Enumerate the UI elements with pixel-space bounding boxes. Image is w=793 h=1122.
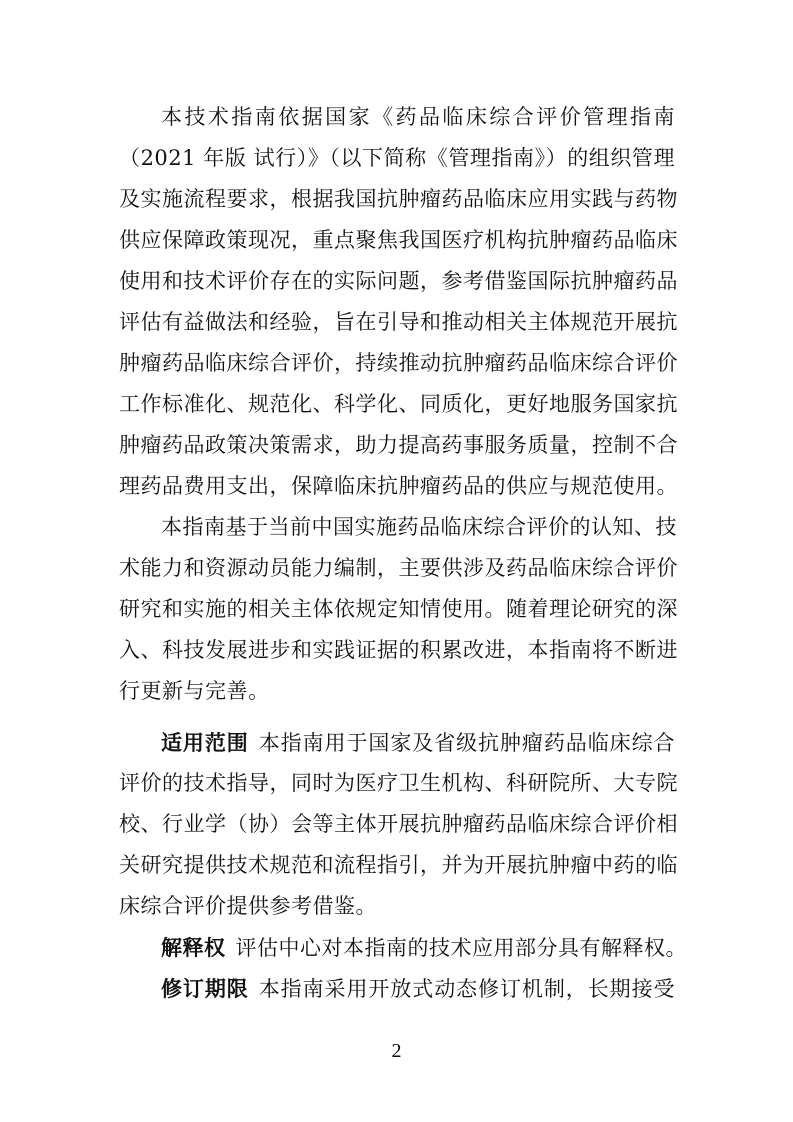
paragraph-basis <box>119 507 678 712</box>
text-line <box>119 968 675 1009</box>
text-line: 入、科技发展进步和实践证据的积累改进，本指南将不断进 <box>119 638 678 662</box>
text-line: 工作标准化、规范化、科学化、同质化，更好地服务国家抗 <box>119 392 678 416</box>
document-page <box>119 97 687 1009</box>
paragraph-intro <box>119 97 678 507</box>
page-number: 2 <box>391 1040 402 1062</box>
text-line: 本技术指南依据国家《药品临床综合评价管理指南 <box>161 105 675 129</box>
text-line: 校、行业学（协）会等主体开展抗肿瘤药品临床综合评价相 <box>119 812 678 836</box>
text-line: 及实施流程要求，根据我国抗肿瘤药品临床应用实践与药物 <box>119 187 678 211</box>
text-line: 行更新与完善。 <box>119 679 270 703</box>
text-line <box>119 722 675 763</box>
section-heading-scope: 适用范围 <box>161 730 249 755</box>
section-heading-interpretation: 解释权 <box>161 935 226 960</box>
text-line: 供应保障政策现况，重点聚焦我国医疗机构抗肿瘤药品临床 <box>119 228 678 252</box>
text-line: （2021 年版 试行）》（以下简称《管理指南》）的组织管理 <box>119 146 675 170</box>
text-line: 理药品费用支出，保障临床抗肿瘤药品的供应与规范使用。 <box>119 474 678 498</box>
text-line: 评价的技术指导，同时为医疗卫生机构、科研院所、大专院 <box>119 771 678 795</box>
paragraph-interpretation <box>119 927 687 968</box>
text-line: 肿瘤药品政策决策需求，助力提高药事服务质量，控制不合 <box>119 433 678 457</box>
section-heading-revision: 修订期限 <box>161 976 249 1001</box>
text-line: 术能力和资源动员能力编制，主要供涉及药品临床综合评价 <box>119 556 678 580</box>
text-line: 研究和实施的相关主体依规定知情使用。随着理论研究的深 <box>119 597 678 621</box>
text-line <box>119 927 687 968</box>
paragraph-scope <box>119 722 678 927</box>
text-line: 本指南基于当前中国实施药品临床综合评价的认知、技 <box>161 515 677 539</box>
text-line: 使用和技术评价存在的实际问题，参考借鉴国际抗肿瘤药品 <box>119 269 678 293</box>
text-line: 肿瘤药品临床综合评价，持续推动抗肿瘤药品临床综合评价 <box>119 351 678 375</box>
text-line: 关研究提供技术规范和流程指引，并为开展抗肿瘤中药的临 <box>119 853 678 877</box>
text-run: 本指南采用开放式动态修订机制，长期接受 <box>258 977 676 1001</box>
text-line: 评估有益做法和经验，旨在引导和推动相关主体规范开展抗 <box>119 310 678 334</box>
text-run: 本指南用于国家及省级抗肿瘤药品临床综合 <box>258 731 676 755</box>
text-run: 评估中心对本指南的技术应用部分具有解释权。 <box>235 936 687 960</box>
text-line: 床综合评价提供参考借鉴。 <box>119 894 377 918</box>
paragraph-revision <box>119 968 675 1009</box>
